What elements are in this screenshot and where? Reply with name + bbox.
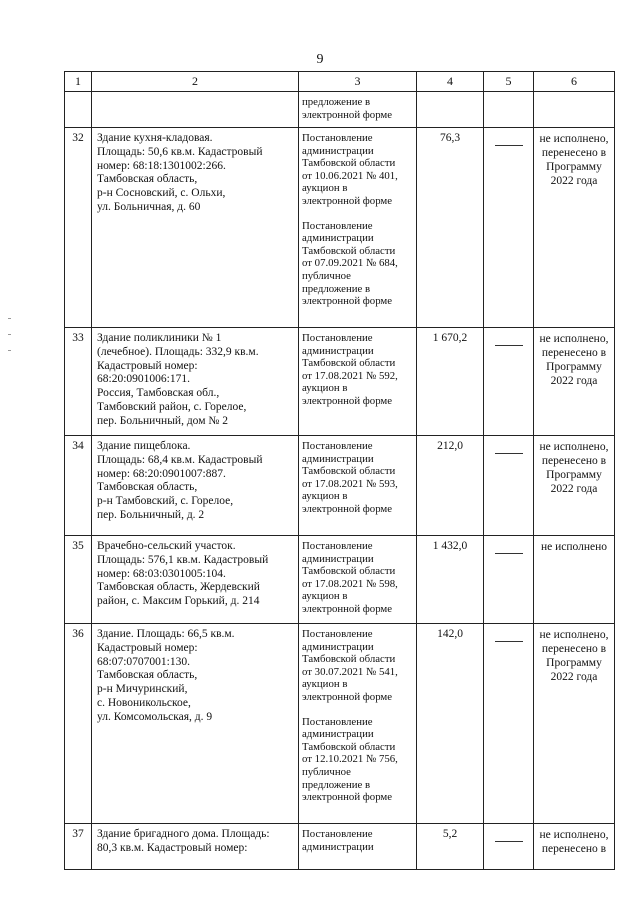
dash-mark: [495, 145, 523, 146]
resolution-line: аукцион в: [302, 182, 348, 195]
column-5-value: [484, 536, 534, 624]
object-description: [92, 824, 299, 870]
description-line: р-н Тамбовский, с. Горелое,: [97, 495, 234, 508]
description-line: Здание поликлиники № 1: [97, 332, 222, 344]
resolution-line: Постановление: [302, 628, 373, 640]
resolution-line: администрации: [302, 144, 374, 157]
status-line: 2022 года: [550, 175, 598, 187]
column-header-6: 6: [534, 72, 615, 92]
column-5-value: [484, 328, 534, 436]
resolution-line: публичное: [302, 765, 351, 778]
area-value: 212,0: [417, 436, 484, 536]
description-line: Площадь: 576,1 кв.м. Кадастровый: [97, 553, 269, 566]
resolution-line: Постановление: [302, 540, 373, 552]
scan-mark: [8, 334, 11, 335]
description-line: Здание пищеблока.: [97, 440, 191, 452]
table-row: [65, 824, 615, 870]
table-row: [65, 128, 615, 328]
execution-status: [534, 824, 615, 870]
resolution-block: [302, 540, 413, 616]
execution-status: [534, 624, 615, 824]
description-line: пер. Больничный, дом № 2: [97, 414, 228, 427]
description-line: р-н Сосновский, с. Ольхи,: [97, 187, 226, 200]
resolution-line: электронной форме: [302, 602, 393, 615]
resolution-block: [302, 132, 413, 208]
resolution-block: [302, 628, 413, 704]
dash-mark: [495, 841, 523, 842]
object-description: [92, 536, 299, 624]
legal-basis: [299, 624, 417, 824]
execution-status: [534, 328, 615, 436]
resolution-line: предложение в: [302, 96, 371, 108]
resolution-line: администрации: [302, 452, 374, 465]
resolution-line: от 17.08.2021 № 593,: [302, 477, 398, 490]
description-line: Здание бригадного дома. Площадь:: [97, 828, 270, 840]
resolution-line: администрации: [302, 232, 374, 245]
status-line: не исполнено,: [539, 333, 609, 345]
table-row: [65, 436, 615, 536]
description-line: 80,3 кв.м. Кадастровый номер:: [97, 841, 248, 854]
status-line: Программу: [546, 361, 602, 373]
resolution-line: электронной форме: [302, 194, 393, 207]
description-line: номер: 68:18:1301002:266.: [97, 159, 226, 172]
description-line: Площадь: 50,6 кв.м. Кадастровый: [97, 145, 263, 158]
resolution-line: электронной форме: [302, 502, 393, 515]
resolution-block: [302, 220, 413, 308]
area-value: 1 670,2: [417, 328, 484, 436]
table-row: [65, 536, 615, 624]
legal-basis: [299, 128, 417, 328]
status-line: 2022 года: [550, 671, 598, 683]
status-line: перенесено в: [541, 843, 607, 855]
description-line: ул. Комсомольская, д. 9: [97, 710, 213, 723]
description-line: Кадастровый номер:: [97, 641, 198, 654]
description-line: номер: 68:20:0901007:887.: [97, 467, 226, 480]
status-line: Программу: [546, 657, 602, 669]
execution-status: [534, 436, 615, 536]
description-line: Кадастровый номер:: [97, 359, 198, 372]
status-line: 2022 года: [550, 483, 598, 495]
resolution-line: Постановление: [302, 132, 373, 144]
legal-basis: [299, 824, 417, 870]
object-description: [92, 128, 299, 328]
resolution-line: Тамбовской области: [302, 244, 396, 257]
row-number: 37: [65, 824, 92, 870]
description-line: Здание кухня-кладовая.: [97, 132, 213, 144]
resolution-line: Тамбовской области: [302, 653, 396, 666]
column-header-5: 5: [484, 72, 534, 92]
dash-mark: [495, 453, 523, 454]
resolution-block: [302, 96, 413, 121]
description-line: район, с. Максим Горький, д. 214: [97, 595, 260, 608]
resolution-line: электронной форме: [302, 791, 393, 804]
continuation-row: [65, 92, 615, 128]
resolution-line: аукцион в: [302, 382, 348, 395]
resolution-line: предложение в: [302, 778, 371, 791]
dash-mark: [495, 553, 523, 554]
area-value: 5,2: [417, 824, 484, 870]
row-number: 33: [65, 328, 92, 436]
status-line: 2022 года: [550, 375, 598, 387]
description-line: Тамбовская область,: [97, 173, 198, 186]
area-value: 76,3: [417, 128, 484, 328]
resolution-line: Тамбовской области: [302, 565, 396, 578]
description-line: р-н Мичуринский,: [97, 683, 188, 696]
resolution-line: Постановление: [302, 715, 373, 728]
object-description: [92, 328, 299, 436]
execution-status: [534, 128, 615, 328]
description-line: Тамбовская область,: [97, 669, 198, 682]
page-number: 9: [316, 52, 324, 67]
object-description: [92, 624, 299, 824]
resolution-line: аукцион в: [302, 678, 348, 691]
resolution-line: Тамбовской области: [302, 357, 396, 370]
resolution-line: от 10.06.2021 № 401,: [302, 169, 398, 182]
resolution-line: от 07.09.2021 № 684,: [302, 257, 398, 270]
column-number-row: [65, 72, 615, 92]
resolution-block: [302, 332, 413, 408]
resolution-line: аукцион в: [302, 590, 348, 603]
status-line: не исполнено,: [539, 829, 609, 841]
status-line: не исполнено: [540, 541, 608, 553]
description-line: с. Новоникольское,: [97, 696, 191, 709]
area-value: 1 432,0: [417, 536, 484, 624]
resolution-line: администрации: [302, 552, 374, 565]
scan-mark: [8, 318, 11, 319]
legal-basis: [299, 328, 417, 436]
description-line: ул. Больничная, д. 60: [97, 200, 201, 213]
resolution-line: аукцион в: [302, 490, 348, 503]
resolution-line: администрации: [302, 640, 374, 653]
status-line: перенесено в: [541, 643, 607, 655]
resolution-line: Тамбовской области: [302, 740, 396, 753]
description-line: Площадь: 68,4 кв.м. Кадастровый: [97, 453, 263, 466]
row-number: 34: [65, 436, 92, 536]
column-5-value: [484, 436, 534, 536]
dash-mark: [495, 345, 523, 346]
execution-status: [534, 92, 615, 128]
legal-basis: [299, 436, 417, 536]
object-description: [92, 92, 299, 128]
status-line: перенесено в: [541, 455, 607, 467]
description-line: Россия, Тамбовская обл.,: [97, 387, 220, 400]
description-line: пер. Больничный, д. 2: [97, 508, 205, 521]
resolution-line: Тамбовской области: [302, 157, 396, 170]
resolution-line: от 17.08.2021 № 598,: [302, 577, 398, 590]
area-value: 142,0: [417, 624, 484, 824]
resolution-line: от 12.10.2021 № 756,: [302, 753, 398, 766]
row-number: [65, 92, 92, 128]
resolution-block: [302, 828, 413, 853]
resolution-line: администрации: [302, 840, 374, 853]
resolution-line: электронной форме: [302, 394, 393, 407]
column-5-value: [484, 128, 534, 328]
resolution-line: Тамбовской области: [302, 465, 396, 478]
program-table: [64, 71, 615, 870]
resolution-block: [302, 716, 413, 804]
object-description: [92, 436, 299, 536]
status-line: не исполнено,: [539, 441, 609, 453]
dash-mark: [495, 641, 523, 642]
row-number: 36: [65, 624, 92, 824]
column-5-value: [484, 624, 534, 824]
resolution-line: Постановление: [302, 219, 373, 232]
table-body: [65, 92, 615, 870]
resolution-line: от 17.08.2021 № 592,: [302, 369, 398, 382]
resolution-line: электронной форме: [302, 690, 393, 703]
status-line: Программу: [546, 469, 602, 481]
description-line: Врачебно-сельский участок.: [97, 540, 236, 552]
resolution-line: администрации: [302, 728, 374, 741]
column-5-value: [484, 92, 534, 128]
resolution-line: Постановление: [302, 332, 373, 344]
status-line: не исполнено,: [539, 133, 609, 145]
status-line: перенесено в: [541, 147, 607, 159]
table-row: [65, 624, 615, 824]
column-header-4: 4: [417, 72, 484, 92]
column-header-3: 3: [299, 72, 417, 92]
description-line: Тамбовская область, Жердевский: [97, 581, 260, 594]
execution-status: [534, 536, 615, 624]
column-header-2: 2: [92, 72, 299, 92]
description-line: 68:20:0901006:171.: [97, 373, 190, 386]
description-line: номер: 68:03:0301005:104.: [97, 567, 226, 580]
row-number: 32: [65, 128, 92, 328]
resolution-line: администрации: [302, 344, 374, 357]
column-header-1: 1: [65, 72, 92, 92]
description-line: Тамбовский район, с. Горелое,: [97, 400, 247, 413]
resolution-line: от 30.07.2021 № 541,: [302, 665, 398, 678]
row-number: 35: [65, 536, 92, 624]
resolution-line: электронной форме: [302, 108, 393, 121]
resolution-line: предложение в: [302, 282, 371, 295]
status-line: не исполнено,: [539, 629, 609, 641]
resolution-line: Постановление: [302, 440, 373, 452]
resolution-line: электронной форме: [302, 295, 393, 308]
resolution-block: [302, 440, 413, 516]
column-5-value: [484, 824, 534, 870]
scan-mark: [8, 350, 11, 351]
description-line: Тамбовская область,: [97, 481, 198, 494]
legal-basis: [299, 536, 417, 624]
status-line: Программу: [546, 161, 602, 173]
description-line: 68:07:0707001:130.: [97, 655, 190, 668]
description-line: (лечебное). Площадь: 332,9 кв.м.: [97, 345, 259, 358]
status-line: перенесено в: [541, 347, 607, 359]
description-line: Здание. Площадь: 66,5 кв.м.: [97, 628, 235, 640]
table-row: [65, 328, 615, 436]
resolution-line: Постановление: [302, 828, 373, 840]
area-value: [417, 92, 484, 128]
legal-basis: [299, 92, 417, 128]
resolution-line: публичное: [302, 269, 351, 282]
